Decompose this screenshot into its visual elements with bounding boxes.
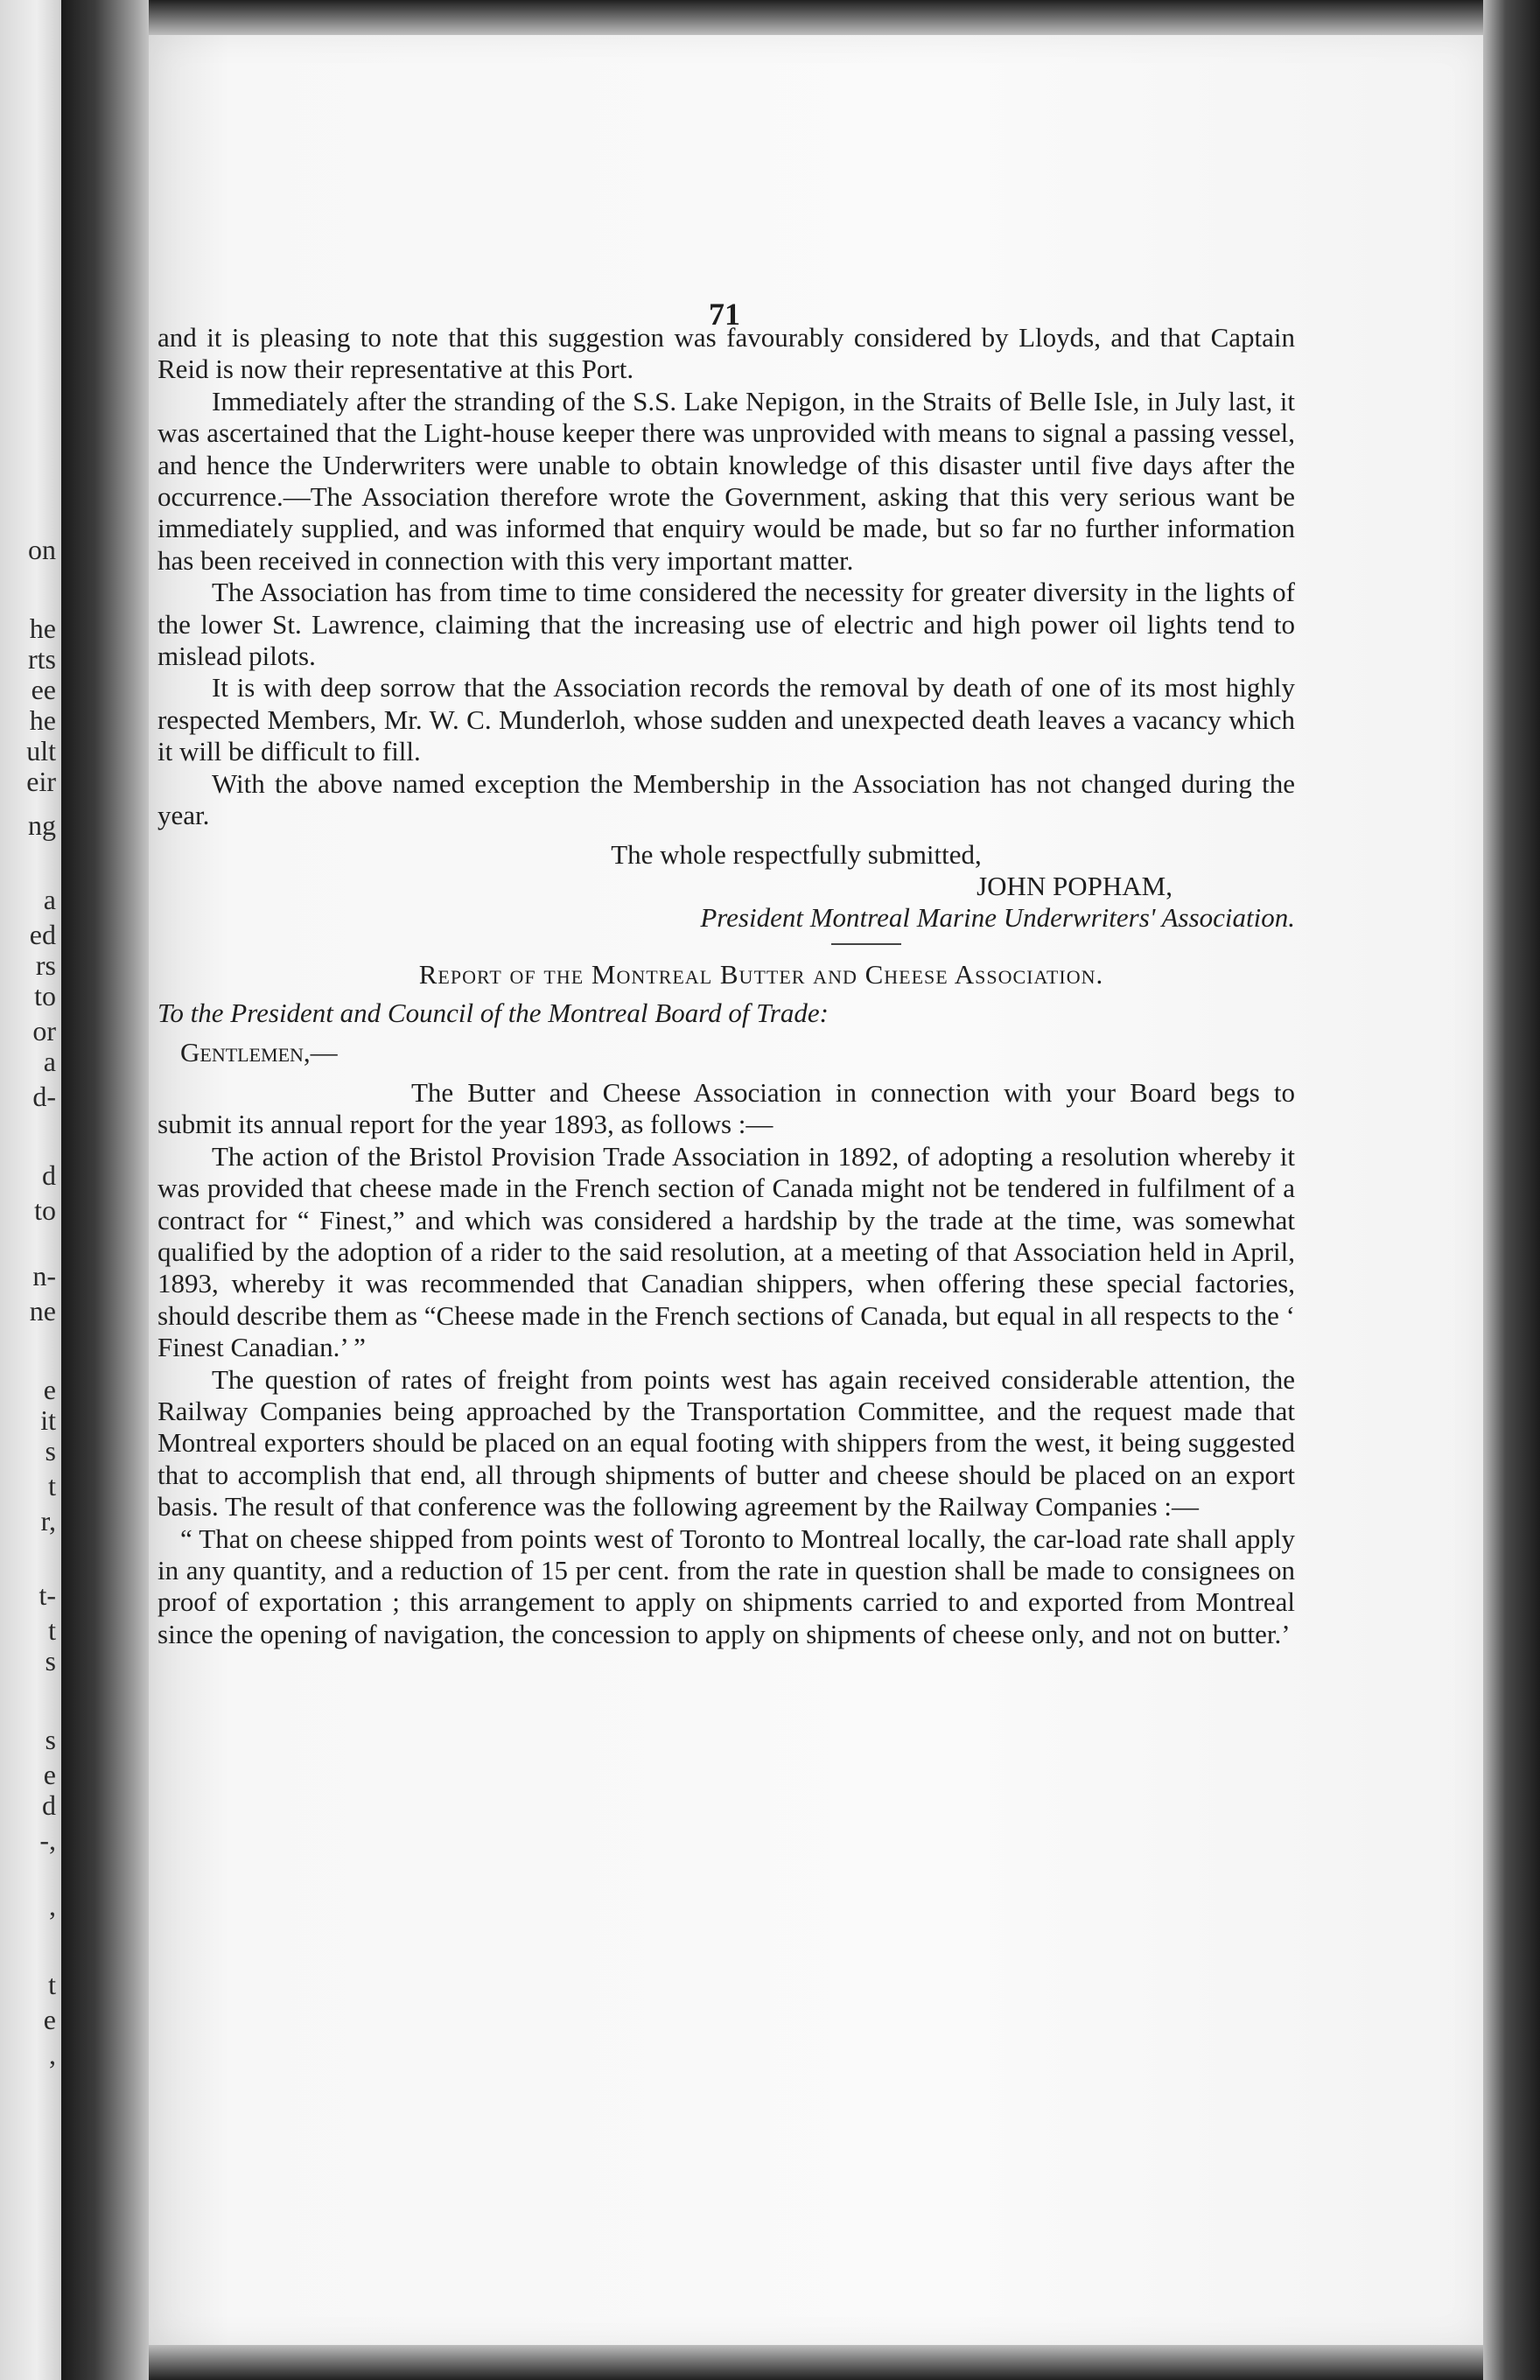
signature-title: President Montreal Marine Underwriters' Association. (700, 902, 1295, 934)
previous-page-text-fragment: r, (40, 1505, 56, 1536)
previous-page-text-fragment: or (32, 1015, 56, 1046)
signature-name: JOHN POPHAM, (976, 870, 1172, 901)
report-address: To the President and Council of the Montreal Board of Trade: (158, 998, 829, 1029)
book-gutter (61, 0, 158, 2380)
previous-page-text-fragment: eir (26, 766, 56, 797)
report-heading: Report of the Montreal Butter and Cheese Association. (418, 958, 1104, 990)
previous-page-text-fragment: t (48, 1470, 56, 1502)
signature-intro: The whole respectfully submitted, (611, 838, 982, 870)
previous-page-text-fragment: ee (31, 674, 56, 705)
previous-page-text-fragment: rs (35, 949, 56, 981)
previous-page-edge (0, 0, 61, 2380)
paragraph-munderloh: It is with deep sorrow that the Association records the removal by death of one of its most highly respected Members, Mr. W. C. Munderloh, whose sudden and unexpected death leaves a vacancy which it will be difficult to fill. (158, 672, 1295, 767)
previous-page-text-fragment: ne (29, 1295, 56, 1326)
previous-page-text-fragment: e (43, 2004, 56, 2035)
scan-top-edge (149, 0, 1483, 35)
previous-page-text-fragment: ng (28, 809, 56, 841)
previous-page-text-fragment: d- (32, 1081, 56, 1112)
previous-page-text-fragment: n- (32, 1260, 56, 1292)
previous-page-text-fragment: -, (39, 1824, 56, 1856)
previous-page-text-fragment: t (48, 1969, 56, 2000)
previous-page-text-fragment: a (43, 884, 56, 915)
previous-page-text-fragment: e (43, 1759, 56, 1790)
report-paragraph-intro: The Butter and Cheese Association in connection with your Board begs to submit its annual report for the year 1893, as follows :— (158, 1076, 1295, 1140)
previous-page-text-fragment: e (43, 1374, 56, 1405)
previous-page-text-fragment: ult (26, 735, 56, 766)
previous-page-text-fragment: ed (29, 919, 56, 950)
previous-page-text-fragment: on (28, 534, 56, 565)
previous-page-text-fragment: d (42, 1159, 56, 1191)
paragraph-continuation: and it is pleasing to note that this suggestion was favourably considered by Lloyds, and that Captain Reid is now their representative at this Port. (158, 322, 1295, 385)
previous-page-text-fragment: a (43, 1046, 56, 1077)
paragraph-lights: The Association has from time to time considered the necessity for greater diversity in the lights of the lower St. Lawrence, claiming that the increasing use of electric and high power oil lights tend to mislead pilots. (158, 577, 1295, 672)
report-paragraph-bristol: The action of the Bristol Provision Trade Association in 1892, of adopting a resolution whereby it was provided that cheese made in the French section of Canada might not be tendered in fulfilment of a contract for “ Finest,” and which was considered a hardship by the trade at the time, was somewhat qualified by the adoption of a rider to the said resolution, at a meeting of that Association held in April, 1893, whereby it was recommended that Canadian shippers, when offering these special factories, should describe them as “Cheese made in the French sections of Canada, but equal in all respects to the ‘ Finest Canadian.’ ” (158, 1140, 1295, 1363)
page-number: 71 (709, 297, 740, 332)
document-page (149, 35, 1483, 2345)
previous-page-text-fragment: s (45, 1645, 56, 1676)
previous-page-text-fragment: s (45, 1724, 56, 1755)
previous-page-text-fragment: rts (28, 643, 56, 675)
previous-page-text-fragment: t (48, 1614, 56, 1646)
previous-page-text-fragment: d (42, 1789, 56, 1821)
paragraph-lake-nepigon: Immediately after the stranding of the S.S. Lake Nepigon, in the Straits of Belle Isle, in July last, it was ascertained that the Light-house keeper there was unprovided with means to signal a passing vessel, and hence the Underwriters were unable to obtain knowledge of this disaster until five days after the occurrence.—The Association therefore wrote the Government, asking that this very serious want be immediately supplied, and was informed that enquiry would be made, but so far no further information has been received in connection with this very important matter. (158, 385, 1295, 576)
previous-page-text-fragment: t- (38, 1579, 56, 1611)
page-body (158, 322, 1295, 1650)
previous-page-text-fragment: to (34, 980, 56, 1012)
previous-page-text-fragment: he (29, 704, 56, 736)
scan-right-edge (1483, 0, 1540, 2380)
previous-page-text-fragment: , (49, 1890, 56, 1922)
previous-page-text-fragment: to (34, 1194, 56, 1226)
previous-page-text-fragment: it (40, 1404, 56, 1436)
report-salutation: Gentlemen,— (180, 1036, 338, 1068)
section-divider (831, 943, 901, 945)
scan-bottom-edge (149, 2345, 1483, 2380)
previous-page-text-fragment: , (49, 2039, 56, 2070)
report-paragraph-freight: The question of rates of freight from points west has again received considerable attention, the Railway Companies being approached by the Transportation Committee, and the request made that Montreal exporters should be placed on an equal footing with shippers from the west, it being suggested that to accomplish that end, all through shipments of butter and cheese should be placed on an export basis. The result of that conference was the following agreement by the Railway Companies :— (158, 1363, 1295, 1522)
paragraph-membership: With the above named exception the Membership in the Association has not changed during the year. (158, 767, 1295, 831)
report-paragraph-agreement-quote: “ That on cheese shipped from points west of Toronto to Montreal locally, the car-load rate shall apply in any quantity, and a reduction of 15 per cent. from the rate in question shall be made to consignees on proof of exportation ; this arrangement to apply on shipments carried to and exported from Montreal since the opening of navigation, the concession to apply on shipments of cheese only, and not on butter.’ (158, 1522, 1295, 1649)
previous-page-text-fragment: s (45, 1435, 56, 1466)
previous-page-text-fragment: he (29, 612, 56, 644)
